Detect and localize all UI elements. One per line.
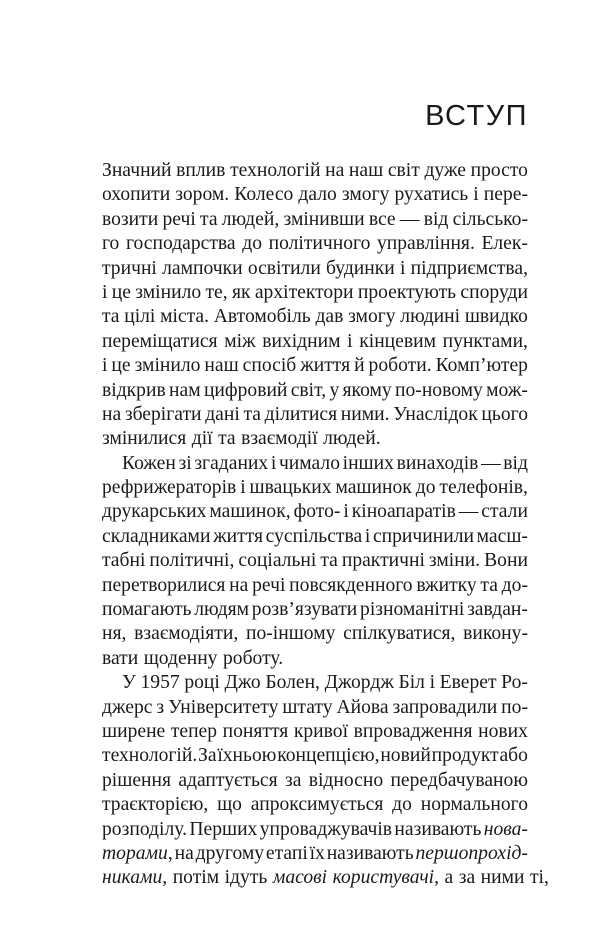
word: Унаслідок	[393, 403, 478, 425]
word: або	[499, 745, 528, 767]
word: як	[231, 281, 251, 303]
text-line	[102, 330, 528, 354]
word: різноманітні	[360, 599, 465, 621]
word: повсякденного	[289, 574, 413, 596]
word: просто	[470, 160, 528, 181]
word: Університету	[168, 696, 279, 718]
word: змогу	[348, 306, 396, 328]
word: до	[415, 477, 436, 499]
word: Автомобіль	[213, 306, 311, 328]
word: дав	[315, 306, 344, 328]
word: масові	[272, 867, 328, 889]
word: ширене	[102, 720, 166, 742]
word: мож-	[486, 379, 528, 401]
word: нормального	[420, 794, 528, 816]
text-line	[102, 769, 528, 793]
word: взаємодіяти,	[134, 623, 239, 645]
word: цього	[481, 403, 528, 425]
word: винаходів	[396, 452, 479, 474]
word: згаданих	[194, 452, 269, 474]
word: по-іншому	[245, 623, 336, 645]
word: архітектори	[254, 281, 354, 303]
word: першопрохід-	[415, 842, 528, 864]
word: що	[217, 794, 242, 816]
word: Айова	[336, 696, 389, 718]
word: упроваджувачів	[259, 818, 393, 840]
word: з	[156, 696, 165, 718]
word: політичні,	[149, 550, 235, 572]
word: інших	[342, 452, 394, 474]
word: це	[111, 281, 131, 303]
word: нових	[478, 720, 528, 742]
word: запровадили	[392, 696, 498, 718]
word: стали	[481, 501, 528, 523]
paragraph	[102, 159, 528, 452]
word: речі	[252, 574, 286, 596]
word: кінцевим	[359, 330, 437, 352]
text-line	[102, 379, 528, 403]
word: практичні	[341, 550, 425, 572]
word: все	[368, 208, 396, 230]
word: вихідним	[262, 330, 341, 352]
text-line	[102, 257, 528, 281]
word: дало	[298, 184, 337, 206]
word: та	[218, 428, 236, 450]
word: взаємодії	[241, 428, 318, 450]
word: а	[444, 867, 454, 889]
word: користувачі,	[332, 867, 440, 889]
word: технологій.	[102, 745, 198, 767]
text-line	[102, 622, 528, 646]
word: викону-	[463, 623, 528, 645]
word: наш	[204, 355, 239, 377]
word: никами,	[102, 867, 168, 889]
word: У	[122, 672, 136, 694]
word: році	[184, 672, 220, 694]
word: наш	[348, 160, 384, 181]
word: від	[423, 208, 449, 230]
word: Ро-	[501, 672, 528, 694]
word: перетворилися	[102, 574, 226, 596]
word: політичного	[268, 233, 371, 255]
text-line	[102, 427, 528, 451]
word: підприємства,	[410, 257, 528, 279]
word: по-новому	[395, 379, 483, 401]
word: табні	[102, 550, 146, 572]
word: впровадження	[353, 720, 473, 742]
word: траєкторією,	[102, 794, 209, 816]
word: і	[400, 257, 406, 279]
word: етапі	[265, 842, 308, 864]
word: господарства	[125, 233, 236, 255]
word: до	[242, 233, 262, 255]
word: життя	[213, 525, 263, 547]
word: возити	[102, 208, 159, 230]
word: людині	[400, 306, 461, 328]
word: розподілу.	[102, 818, 187, 840]
word: на	[102, 403, 122, 425]
word: другому	[195, 842, 265, 864]
text-line	[102, 549, 528, 573]
word: між	[224, 330, 256, 352]
word: у	[329, 379, 340, 401]
word: нам	[169, 379, 201, 401]
word: тричні	[102, 257, 157, 279]
word: споруди	[460, 281, 528, 303]
word: називають	[326, 842, 414, 864]
text-line	[102, 671, 528, 695]
text-line	[102, 525, 528, 549]
chapter-title: ВСТУП	[425, 100, 528, 132]
word: рухатись	[394, 184, 469, 206]
word: нова-	[483, 818, 528, 840]
word: за	[284, 769, 302, 791]
text-line	[102, 647, 528, 671]
word: зміни.	[428, 550, 481, 572]
word: по-	[501, 696, 528, 718]
word: управління.	[376, 233, 475, 255]
text-line	[102, 818, 528, 842]
word: рішення	[102, 769, 172, 791]
word: чимало	[278, 452, 340, 474]
word: від	[503, 452, 528, 474]
word: спричинили	[372, 525, 474, 547]
text-line	[102, 354, 528, 378]
word: Біл	[398, 672, 425, 694]
word: це	[111, 355, 131, 377]
word: Еверет	[439, 672, 497, 694]
word: цілі	[124, 306, 156, 328]
word: та	[200, 208, 218, 230]
word: ті,	[529, 867, 549, 889]
text-line	[102, 500, 528, 524]
word: —	[458, 501, 479, 523]
text-line	[102, 574, 528, 598]
word: телефонів,	[439, 477, 528, 499]
word: помагають	[102, 599, 192, 621]
paragraph	[102, 671, 549, 891]
word: і	[347, 330, 353, 352]
word: проектують	[357, 281, 457, 303]
word: За	[198, 745, 217, 767]
word: Джордж	[324, 672, 394, 694]
word: і	[102, 355, 108, 377]
word: пере-	[483, 184, 528, 206]
word: світ	[387, 160, 420, 181]
word: ня,	[102, 623, 127, 645]
word: Значний	[102, 160, 172, 181]
text-line	[102, 403, 528, 427]
word: передбачуваною	[390, 769, 528, 791]
text-line	[102, 183, 528, 207]
word: розв’язувати	[251, 599, 358, 621]
text-line	[102, 305, 528, 329]
word: за	[458, 867, 476, 889]
word: потім	[172, 867, 220, 889]
word: цифровий	[203, 379, 288, 401]
word: змінивши	[283, 208, 365, 230]
word: переміщатися	[102, 330, 218, 352]
word: життя	[300, 355, 351, 377]
word: та	[480, 574, 498, 596]
word: до-	[501, 574, 528, 596]
word: Джо	[224, 672, 261, 694]
word: вжитку	[416, 574, 477, 596]
word: до	[392, 794, 412, 816]
word: їхньою	[217, 745, 277, 767]
word: концепцією,	[277, 745, 380, 767]
word: Кожен	[122, 452, 176, 474]
word: машинок	[335, 477, 412, 499]
word: людей.	[323, 428, 381, 450]
word: будинки	[326, 257, 395, 279]
word: ними.	[340, 403, 390, 425]
word: апроксимується	[250, 794, 384, 816]
word: дуже	[424, 160, 466, 181]
word: відкрив	[102, 379, 166, 401]
text-line	[102, 866, 549, 890]
word: го	[102, 233, 120, 255]
text-line	[102, 452, 528, 476]
word: Колесо	[234, 184, 294, 206]
text-line	[102, 696, 528, 720]
word: поняття	[222, 720, 289, 742]
word: адаптується	[178, 769, 278, 791]
word: друкарських	[102, 501, 207, 523]
word: Елек-	[481, 233, 528, 255]
word: і	[364, 525, 371, 547]
text-line	[102, 159, 528, 183]
word: масш-	[476, 525, 528, 547]
word: і	[102, 281, 108, 303]
word: речі	[162, 208, 196, 230]
word: та	[243, 403, 261, 425]
word: називають	[394, 818, 482, 840]
word: Вони	[484, 550, 528, 572]
word: на	[325, 160, 345, 181]
word: на	[174, 842, 194, 864]
word: тепер	[170, 720, 218, 742]
word: Комп’ютер	[435, 355, 528, 377]
word: та	[102, 306, 120, 328]
word: кривої	[293, 720, 349, 742]
word: охопити	[102, 184, 171, 206]
text-line	[102, 281, 528, 305]
word: відносно	[308, 769, 384, 791]
word: вати	[102, 647, 139, 669]
word: людям	[194, 599, 250, 621]
word: кіноапаратів	[351, 501, 456, 523]
word: —	[399, 208, 420, 230]
word: штату	[282, 696, 333, 718]
word: зберігати	[124, 403, 202, 425]
word: і	[429, 672, 436, 694]
body-text	[102, 159, 549, 891]
word: їх	[309, 842, 325, 864]
word: дані	[205, 403, 240, 425]
word: 1957	[140, 672, 180, 694]
word: освітили	[247, 257, 321, 279]
word: вплив	[176, 160, 226, 181]
word: і	[343, 501, 349, 523]
word: змінилися	[102, 428, 187, 450]
word: і	[473, 184, 479, 206]
word: джерс	[102, 696, 153, 718]
word: лампочки	[162, 257, 243, 279]
word: ідуть	[224, 867, 268, 889]
text-line	[102, 598, 528, 622]
word: суспільства	[265, 525, 363, 547]
word: світ,	[290, 379, 327, 401]
word: змінило	[134, 355, 201, 377]
text-line	[102, 793, 528, 817]
word: продукт	[431, 745, 499, 767]
word: швидко	[464, 306, 528, 328]
text-line	[102, 476, 528, 500]
paragraph	[102, 452, 528, 672]
word: змогу	[341, 184, 390, 206]
word: фото-	[293, 501, 341, 523]
word: те,	[205, 281, 228, 303]
word: пунктами,	[442, 330, 528, 352]
word: соціальні	[238, 550, 317, 572]
word: складниками	[102, 525, 211, 547]
word: і	[240, 477, 246, 499]
word: Болен,	[265, 672, 320, 694]
word: людей,	[221, 208, 280, 230]
word: сільсько-	[452, 208, 528, 230]
word: та	[320, 550, 338, 572]
word: завдан-	[467, 599, 528, 621]
word: щоденну	[143, 647, 218, 669]
word: роботу.	[222, 647, 284, 669]
word: рефрижераторів	[102, 477, 237, 499]
word: і	[270, 452, 277, 474]
word: спілкуватися,	[343, 623, 456, 645]
word: ділитися	[264, 403, 338, 425]
word: Перших	[189, 818, 258, 840]
word: —	[481, 452, 501, 474]
text-line	[102, 720, 528, 744]
word: дії	[191, 428, 213, 450]
word: міста.	[160, 306, 210, 328]
word: спосіб	[242, 355, 297, 377]
text-line	[102, 232, 528, 256]
word: на	[229, 574, 249, 596]
word: машинок,	[209, 501, 291, 523]
word: торами,	[102, 842, 173, 864]
word: якому	[342, 379, 392, 401]
text-line	[102, 842, 528, 866]
word: технологій	[230, 160, 321, 181]
word: новий	[380, 745, 431, 767]
word: зором.	[175, 184, 230, 206]
word: ними	[480, 867, 525, 889]
word: швацьких	[249, 477, 332, 499]
text-line	[102, 744, 528, 768]
word: змінило	[135, 281, 202, 303]
word: зі	[178, 452, 192, 474]
word: й	[354, 355, 365, 377]
word: роботи.	[368, 355, 432, 377]
text-line	[102, 208, 528, 232]
